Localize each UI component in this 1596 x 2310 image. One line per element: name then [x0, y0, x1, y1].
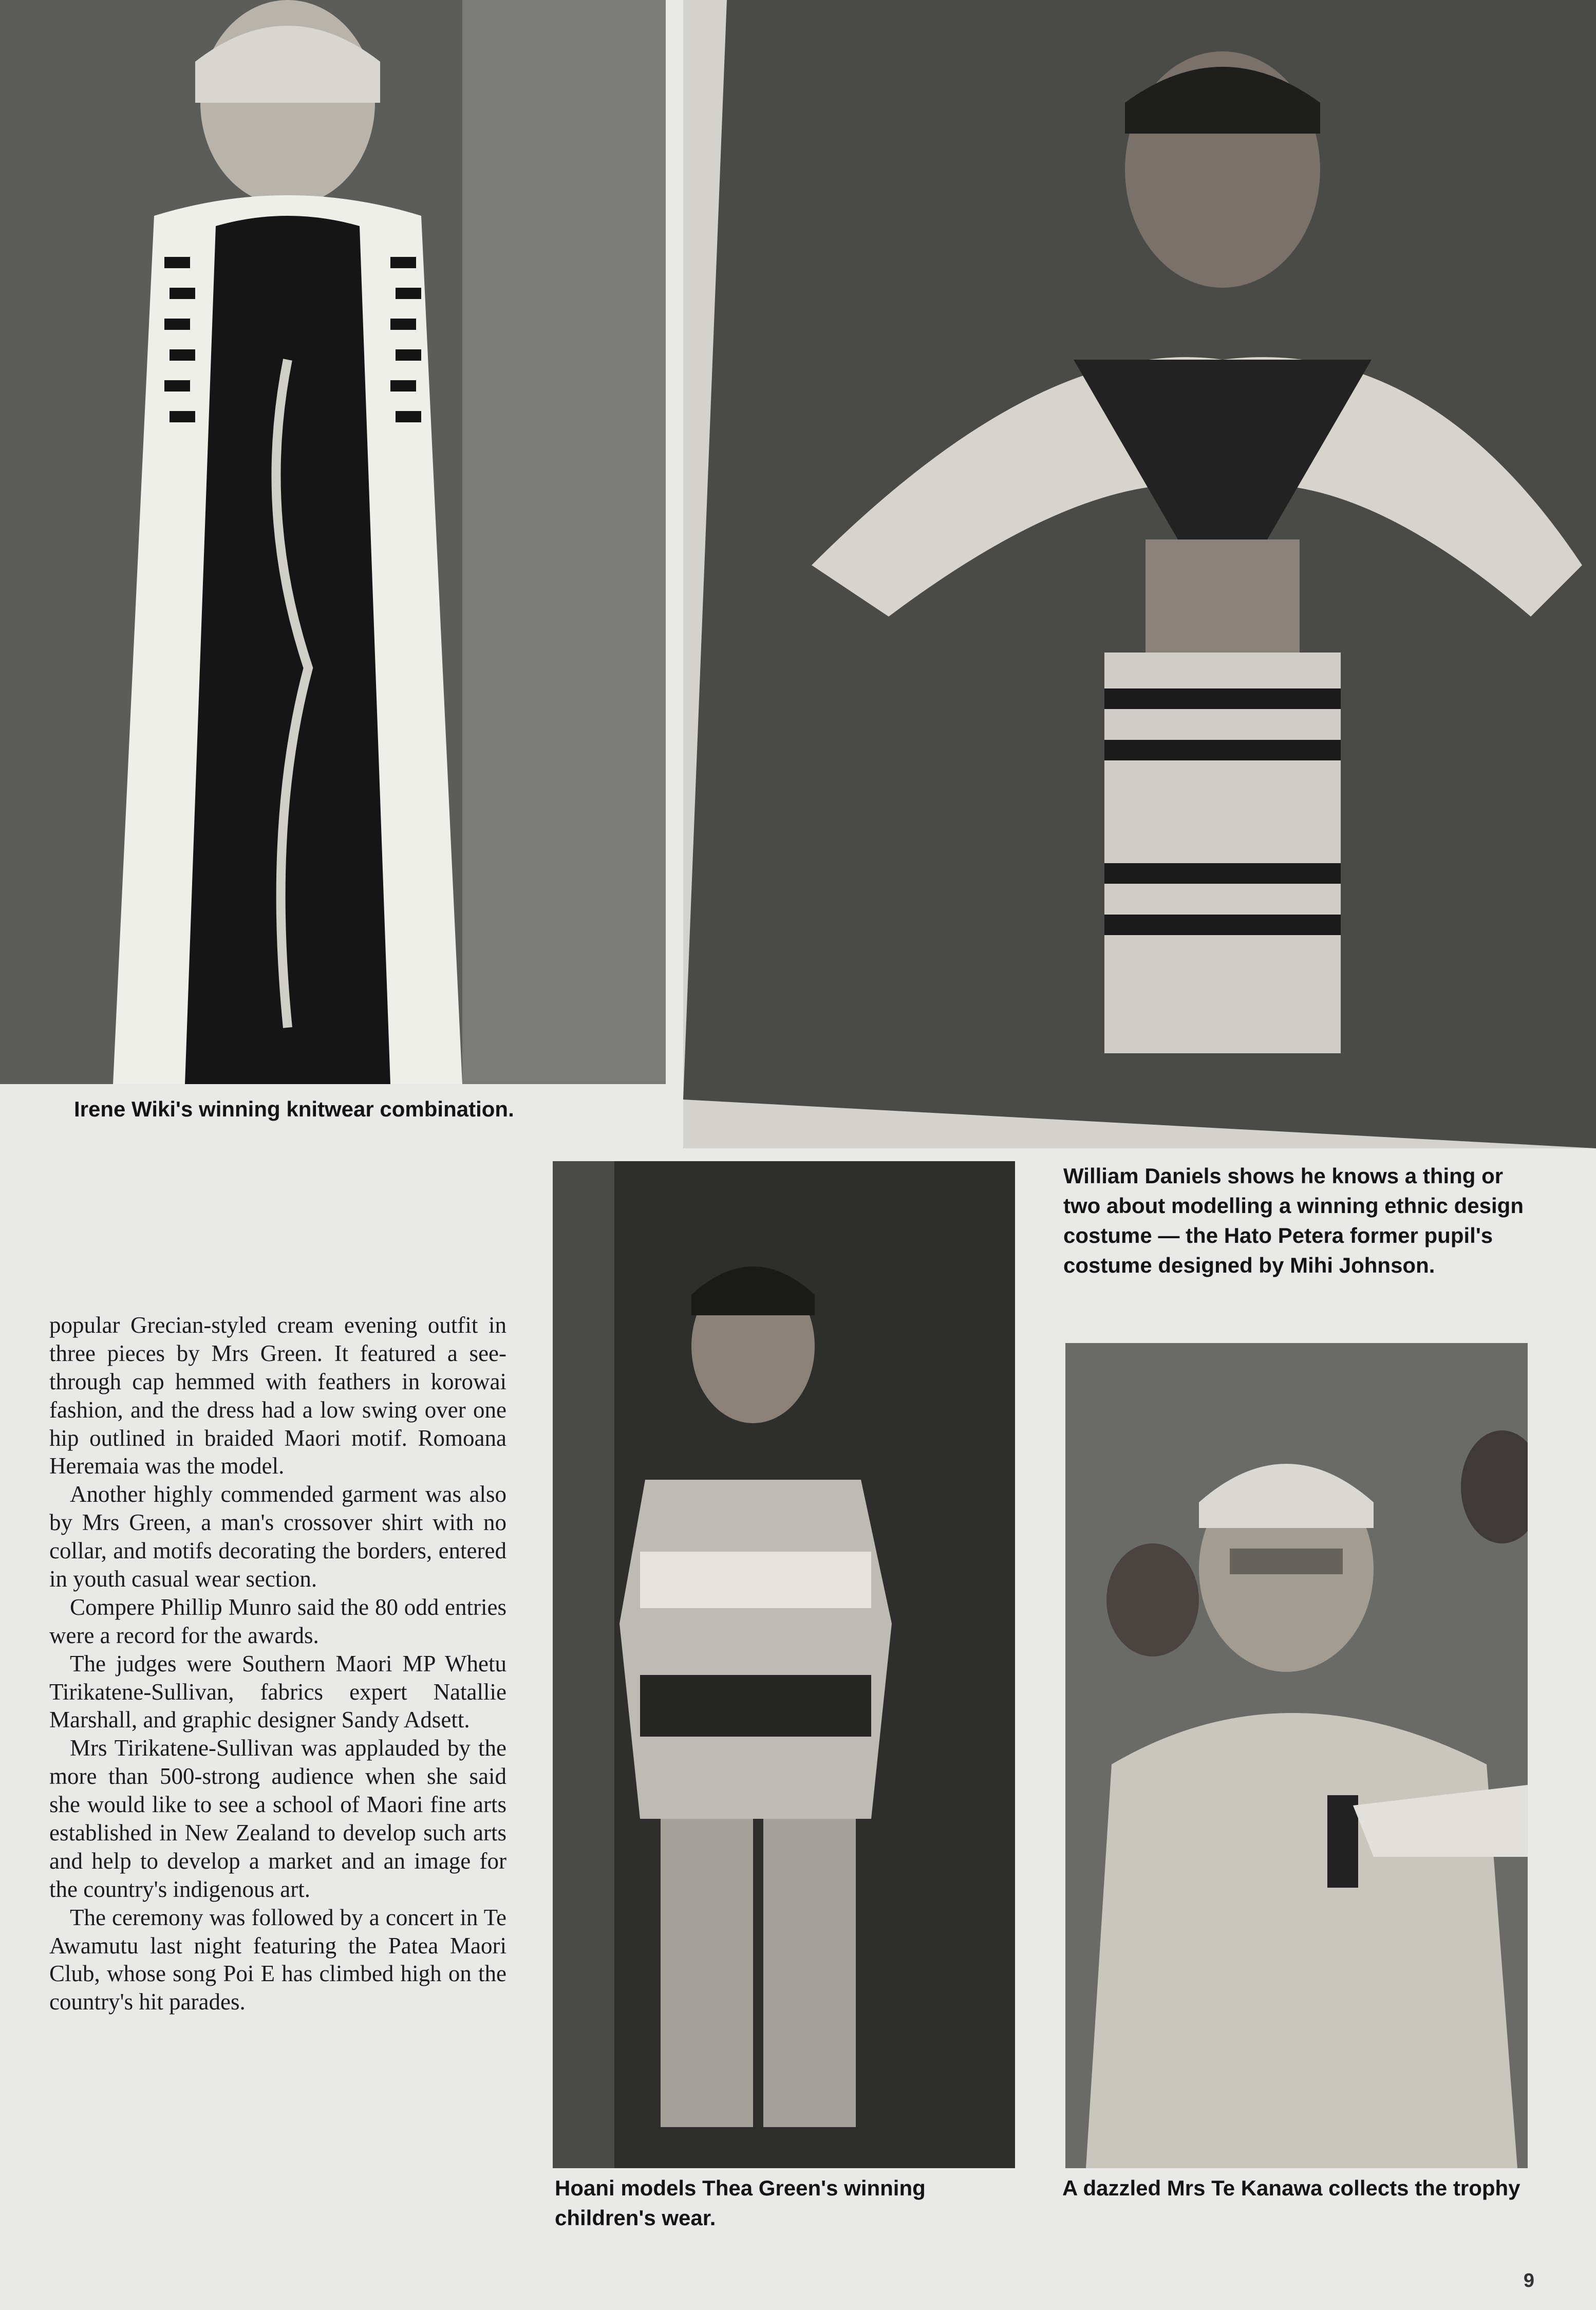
photo-irene-wiki-illustration — [0, 0, 666, 1084]
photo-william-daniels-illustration — [683, 0, 1596, 1148]
caption-irene-wiki: Irene Wiki's winning knitwear combination. — [74, 1097, 514, 1121]
article-paragraph: Mrs Tirikatene-Sullivan was applauded by the more than 500-strong audience when she said she would like to see a school of Maori fine arts established in New Zealand to develop such arts and help to develop a market and an image for the country's indigenous art. — [49, 1735, 506, 1902]
photo-hoani-illustration — [553, 1161, 1015, 2168]
page-number: 9 — [1523, 2270, 1534, 2292]
photo-mrs-te-kanawa-illustration — [1065, 1343, 1528, 2168]
article-paragraph: Another highly commended garment was also by Mrs Green, a man's crossover shirt with no collar, and motifs decorating the borders, entered in youth casual wear section. — [49, 1481, 506, 1592]
caption-mrs-te-kanawa: A dazzled Mrs Te Kanawa collects the trophy — [1062, 2176, 1520, 2200]
photo-mrs-te-kanawa — [1065, 1343, 1528, 2168]
caption-william-daniels: William Daniels shows he knows a thing or two about modelling a winning ethnic design costume — the Hato Petera former pupil's costume designed by Mihi Johnson. — [1063, 1164, 1524, 1277]
article-paragraph: popular Grecian-styled cream evening outfit in three pieces by Mrs Green. It featured a see-through cap hemmed with feathers in korowai fashion, and the dress had a low swing over one hip outlined in braided Maori motif. Romoana Heremaia was the model. — [49, 1312, 506, 1479]
photo-william-daniels — [683, 0, 1596, 1148]
photo-hoani — [553, 1161, 1015, 2168]
caption-hoani: Hoani models Thea Green's winning children's wear. — [555, 2176, 926, 2230]
article-paragraph: The ceremony was followed by a concert in Te Awamutu last night featuring the Patea Maori Club, whose song Poi E has climbed high on the country's hit parades. — [49, 1904, 506, 2015]
photo-irene-wiki — [0, 0, 666, 1084]
article-paragraph: The judges were Southern Maori MP Whetu Tirikatene-Sullivan, fabrics expert Natallie Marshall, and graphic designer Sandy Adsett. — [49, 1650, 506, 1733]
article-body — [49, 1311, 506, 2016]
article-paragraph: Compere Phillip Munro said the 80 odd entries were a record for the awards. — [49, 1594, 506, 1648]
